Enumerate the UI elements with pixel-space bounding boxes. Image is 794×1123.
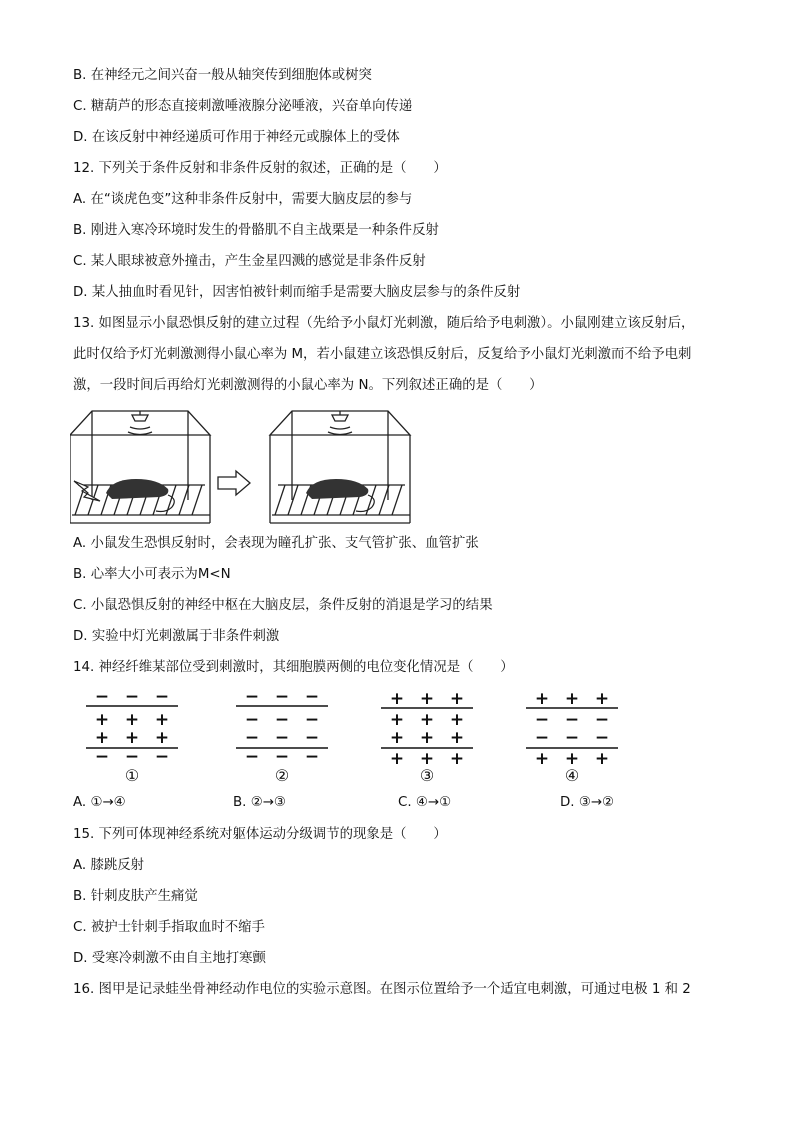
q12-option-b: B. 刚进入寒冷环境时发生的骨骼肌不自主战栗是一种条件反射: [73, 223, 439, 238]
svg-text:−: −: [154, 688, 170, 707]
svg-text:+: +: [449, 728, 465, 748]
q12-option-d: D. 某人抽血时看见针，因害怕被针刺而缩手是需要大脑皮层参与的条件反射: [73, 285, 521, 300]
svg-text:+: +: [94, 710, 110, 730]
svg-text:+: +: [419, 689, 435, 709]
mouse-left: [106, 479, 168, 499]
membrane-label-4: ④: [564, 766, 580, 783]
svg-text:+: +: [449, 689, 465, 709]
svg-text:+: +: [534, 749, 550, 769]
q15-option-c: C. 被护士针刺手指取血时不缩手: [73, 920, 265, 935]
q14-stem: 14. 神经纤维某部位受到刺激时，其细胞膜两侧的电位变化情况是（ ）: [73, 660, 514, 675]
svg-text:−: −: [244, 747, 260, 767]
svg-text:−: −: [564, 710, 580, 730]
svg-text:+: +: [389, 728, 405, 748]
svg-text:+: +: [419, 728, 435, 748]
q13-option-d: D. 实验中灯光刺激属于非条件刺激: [73, 629, 280, 644]
mouse-right: [306, 479, 368, 499]
membrane-diagram-4: [526, 689, 618, 769]
svg-text:−: −: [244, 688, 260, 707]
svg-text:−: −: [274, 688, 290, 707]
svg-text:−: −: [94, 688, 110, 707]
q13-option-a: A. 小鼠发生恐惧反射时，会表现为瞳孔扩张、支气管扩张、血管扩张: [73, 536, 479, 551]
svg-text:+: +: [124, 710, 140, 730]
q13-stem-line2: 此时仅给予灯光刺激测得小鼠心率为 M，若小鼠建立该恐惧反射后，反复给予小鼠灯光刺激而不给予电刺: [73, 347, 692, 362]
q13-stem-line3: 激，一段时间后再给灯光刺激测得的小鼠心率为 N。下列叙述正确的是（ ）: [73, 378, 543, 393]
svg-text:+: +: [449, 749, 465, 769]
q12-stem: 12. 下列关于条件反射和非条件反射的叙述，正确的是（ ）: [73, 161, 447, 176]
svg-text:−: −: [94, 747, 110, 767]
svg-text:−: −: [304, 747, 320, 767]
svg-text:−: −: [534, 710, 550, 730]
q11-option-b: B. 在神经元之间兴奋一般从轴突传到细胞体或树突: [73, 68, 372, 83]
svg-text:−: −: [304, 688, 320, 707]
membrane-diagram-2: [236, 688, 328, 767]
q14-option-b: B. ②→③: [233, 795, 286, 810]
svg-text:+: +: [534, 689, 550, 709]
svg-text:+: +: [389, 710, 405, 730]
svg-text:−: −: [124, 688, 140, 707]
svg-text:+: +: [389, 749, 405, 769]
svg-text:−: −: [564, 728, 580, 748]
q13-option-c: C. 小鼠恐惧反射的神经中枢在大脑皮层，条件反射的消退是学习的结果: [73, 598, 493, 613]
membrane-label-1: ①: [124, 766, 140, 783]
q14-option-d: D. ③→②: [560, 795, 615, 810]
svg-text:+: +: [154, 710, 170, 730]
arrow-right-icon: [218, 471, 250, 495]
left-box: [70, 411, 210, 523]
svg-text:+: +: [449, 710, 465, 730]
q15-stem: 15. 下列可体现神经系统对躯体运动分级调节的现象是（ ）: [73, 827, 447, 842]
membrane-label-2: ②: [274, 766, 290, 783]
svg-text:−: −: [304, 728, 320, 748]
svg-text:+: +: [564, 689, 580, 709]
q13-stem-line1: 13. 如图显示小鼠恐惧反射的建立过程（先给予小鼠灯光刺激，随后给予电刺激）。小鼠刚建立该反射后，: [73, 316, 695, 331]
svg-text:+: +: [419, 749, 435, 769]
q14-option-c: C. ④→①: [398, 795, 452, 810]
membrane-potential-figure: [80, 688, 620, 783]
svg-text:−: −: [274, 728, 290, 748]
svg-text:−: −: [154, 747, 170, 767]
svg-text:+: +: [594, 689, 610, 709]
membrane-diagram-3: [381, 689, 473, 769]
svg-text:−: −: [534, 728, 550, 748]
svg-text:−: −: [124, 747, 140, 767]
q12-option-c: C. 某人眼球被意外撞击，产生金星四溅的感觉是非条件反射: [73, 254, 426, 269]
q15-option-b: B. 针刺皮肤产生痛觉: [73, 889, 198, 904]
right-box: [270, 411, 410, 523]
svg-text:+: +: [154, 728, 170, 748]
q14-option-a: A. ①→④: [73, 795, 126, 810]
svg-text:−: −: [304, 710, 320, 730]
svg-text:−: −: [594, 710, 610, 730]
svg-text:+: +: [124, 728, 140, 748]
mouse-fear-reflex-figure: [70, 405, 415, 525]
q16-stem: 16. 图甲是记录蛙坐骨神经动作电位的实验示意图。在图示位置给予一个适宜电刺激，可通过电极 1 和 2: [73, 982, 691, 997]
membrane-label-3: ③: [419, 766, 435, 783]
svg-text:+: +: [419, 710, 435, 730]
svg-text:+: +: [94, 728, 110, 748]
svg-text:+: +: [389, 689, 405, 709]
q15-option-a: A. 膝跳反射: [73, 858, 144, 873]
svg-text:−: −: [274, 710, 290, 730]
membrane-diagram-1: [86, 688, 178, 767]
svg-text:−: −: [244, 728, 260, 748]
svg-text:−: −: [244, 710, 260, 730]
q11-option-c: C. 糖葫芦的形态直接刺激唾液腺分泌唾液，兴奋单向传递: [73, 99, 413, 114]
q12-option-a: A. 在“谈虎色变”这种非条件反射中，需要大脑皮层的参与: [73, 192, 413, 207]
q15-option-d: D. 受寒冷刺激不由自主地打寒颤: [73, 951, 266, 966]
svg-text:+: +: [564, 749, 580, 769]
q14-options: [73, 795, 733, 815]
svg-text:−: −: [274, 747, 290, 767]
q11-option-d: D. 在该反射中神经递质可作用于神经元或腺体上的受体: [73, 130, 400, 145]
svg-text:+: +: [594, 749, 610, 769]
q13-option-b: B. 心率大小可表示为M<N: [73, 567, 231, 582]
svg-text:−: −: [594, 728, 610, 748]
